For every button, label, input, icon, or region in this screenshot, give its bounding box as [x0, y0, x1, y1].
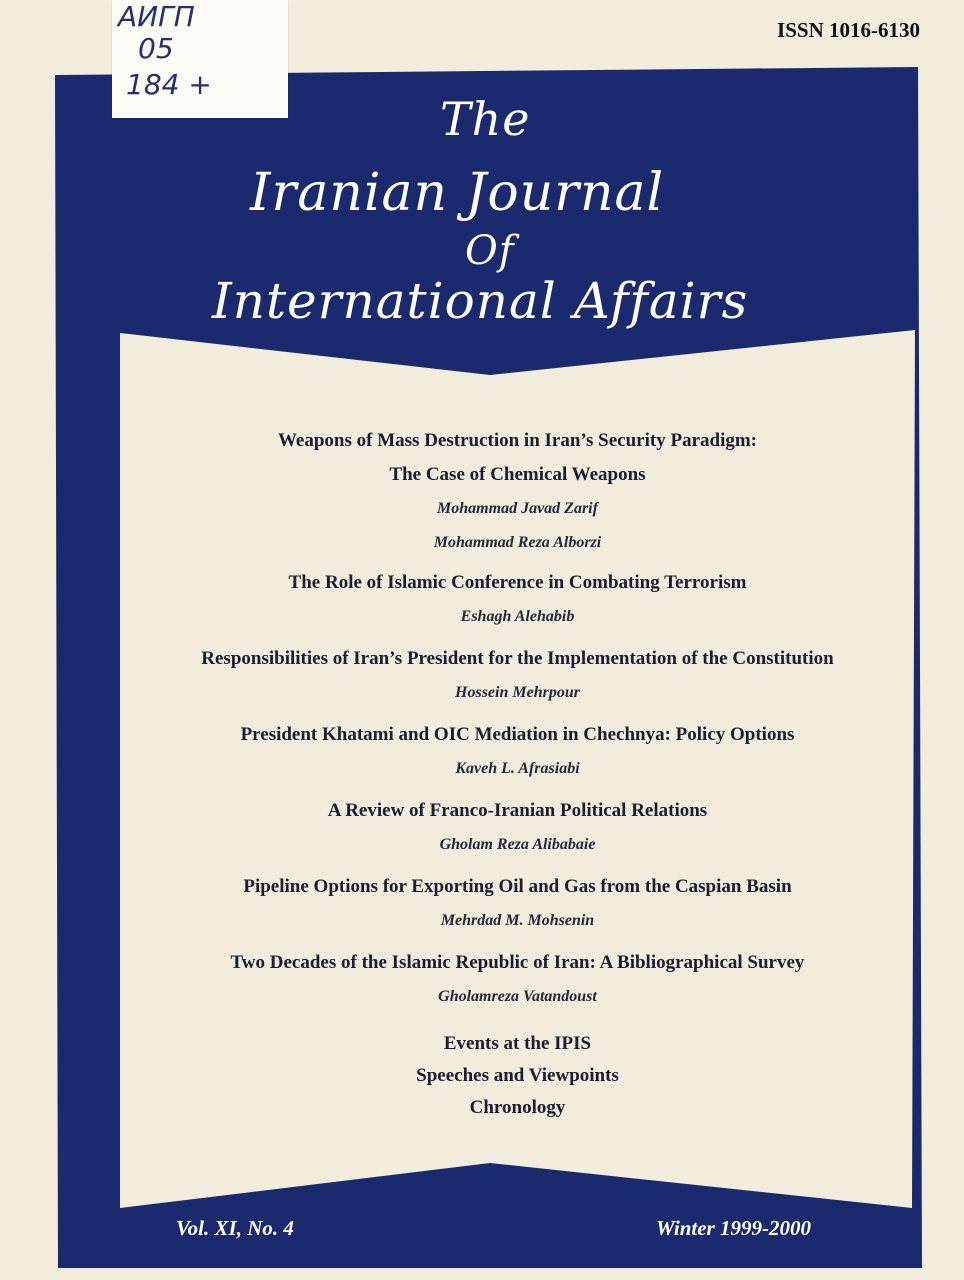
article-title: Weapons of Mass Destruction in Iran’s Security Paradigm:: [277, 430, 758, 451]
article-entry: [120, 794, 915, 862]
article-title: Two Decades of the Islamic Republic of Iran: A Bibliographical Survey: [230, 952, 805, 973]
article-title: Responsibilities of Iran’s President for the Implementation of the Constitution: [201, 648, 834, 669]
table-of-contents: [120, 424, 915, 1124]
article-title: President Khatami and OIC Mediation in Chechnya: Policy Options: [240, 724, 795, 745]
article-author: Hossein Mehrpour: [455, 684, 580, 701]
article-author: Mohammad Javad Zarif: [437, 500, 598, 517]
article-author: Mohammad Reza Alborzi: [433, 534, 602, 551]
article-entry: [120, 946, 915, 1014]
regular-sections: [120, 1028, 915, 1124]
handwritten-code-line1: АИГП: [118, 0, 195, 33]
article-entry: [120, 642, 915, 710]
title-of: Of: [465, 228, 515, 274]
section-speeches: Speeches and Viewpoints: [416, 1065, 619, 1086]
volume-number: Vol. XI, No. 4: [176, 1216, 294, 1240]
article-author: Kaveh L. Afrasiabi: [455, 760, 580, 777]
title-iranian-journal: Iranian Journal: [250, 163, 665, 223]
title-international-affairs: International Affairs: [212, 272, 749, 330]
article-author: Eshagh Alehabib: [460, 608, 575, 625]
article-author: Gholamreza Vatandoust: [438, 988, 597, 1005]
article-title: A Review of Franco-Iranian Political Relations: [327, 800, 708, 821]
handwritten-code-line2: 05: [138, 32, 174, 65]
article-entry: [120, 424, 915, 560]
article-title: The Role of Islamic Conference in Combating Terrorism: [288, 572, 747, 593]
article-entry: [120, 566, 915, 634]
article-entry: [120, 870, 915, 938]
article-author: Gholam Reza Alibabaie: [439, 836, 596, 853]
article-entry: [120, 718, 915, 786]
article-title: Pipeline Options for Exporting Oil and Gas from the Caspian Basin: [243, 876, 792, 897]
issue-season: Winter 1999-2000: [656, 1216, 811, 1240]
handwritten-code-line3: 184 +: [126, 68, 212, 101]
section-chronology: Chronology: [469, 1097, 566, 1118]
article-author: Mehrdad M. Mohsenin: [440, 912, 595, 929]
title-the: The: [440, 92, 531, 146]
issn-number: ISSN 1016-6130: [777, 18, 920, 42]
section-events: Events at the IPIS: [443, 1033, 592, 1054]
article-subtitle: The Case of Chemical Weapons: [389, 464, 646, 485]
